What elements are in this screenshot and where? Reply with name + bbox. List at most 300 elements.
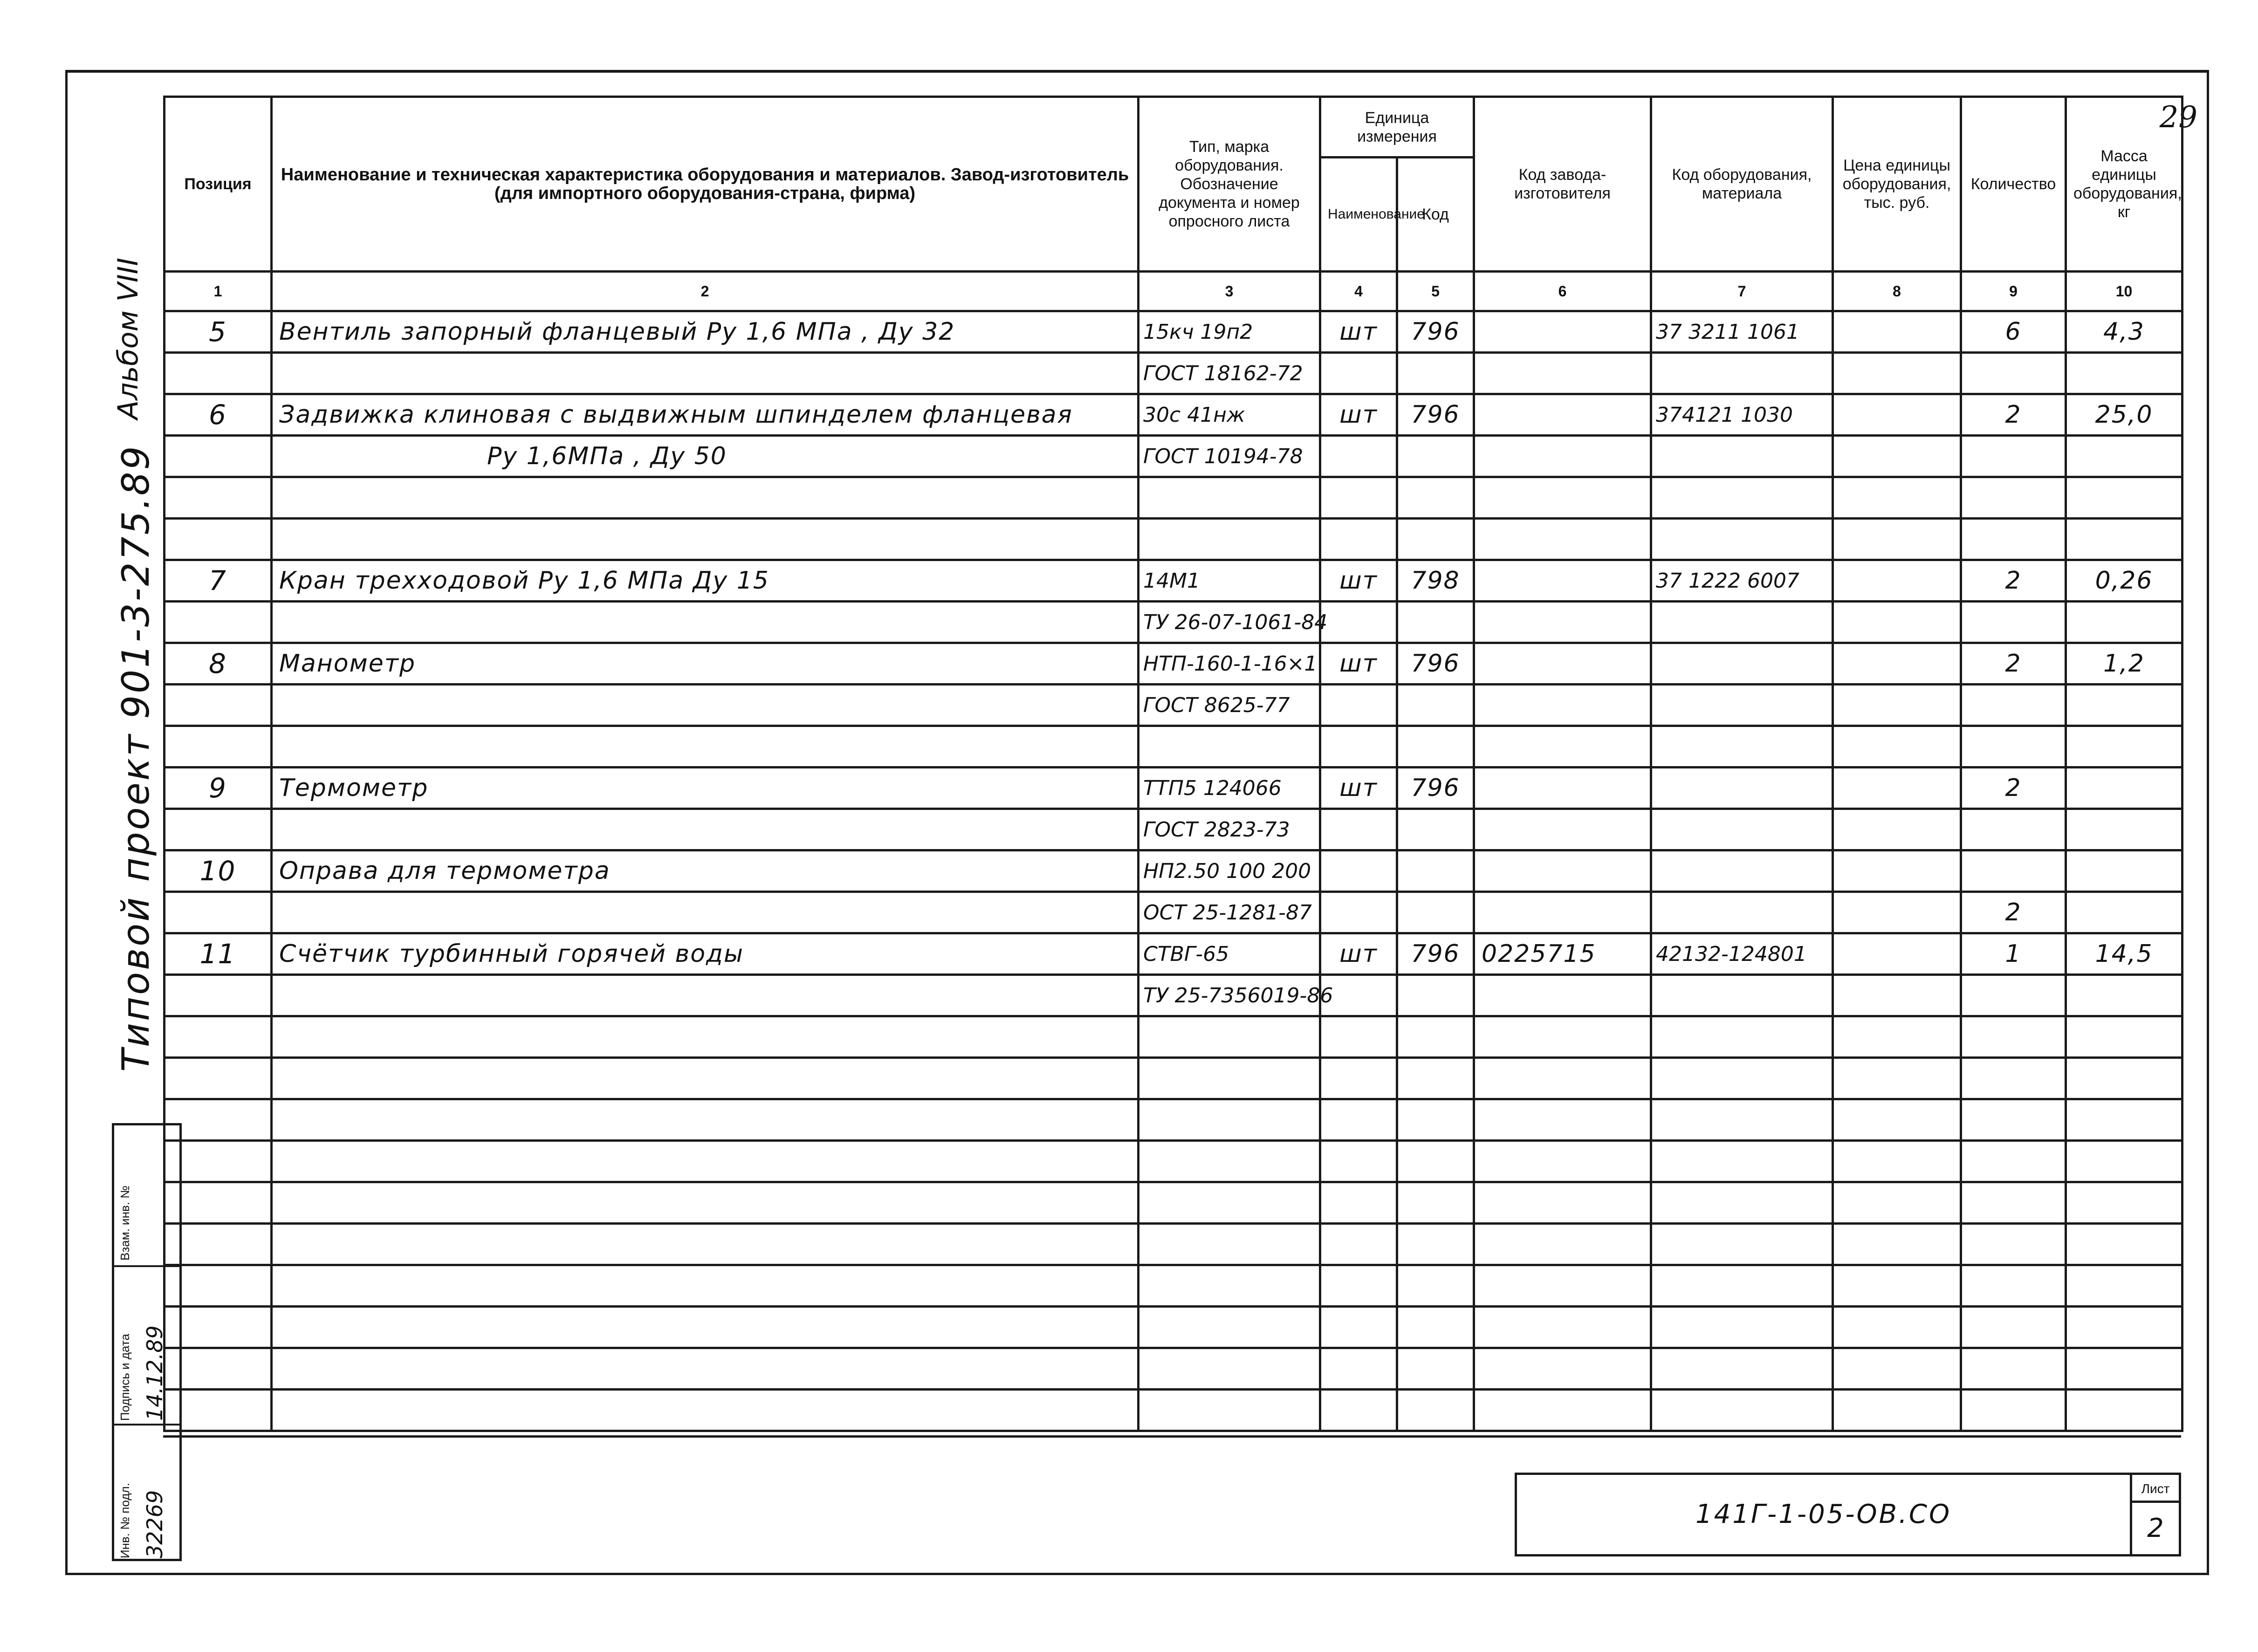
cell-unit: шт — [1320, 643, 1397, 685]
cell-type: НП2.50 100 200 — [1139, 850, 1320, 892]
cell-position: 8 — [165, 643, 272, 685]
cell-unit — [1320, 1099, 1397, 1141]
cell-maker-code — [1474, 602, 1651, 643]
header-unit-name: Наименование — [1320, 158, 1397, 272]
cell-quantity — [1961, 726, 2066, 768]
cell-quantity — [1961, 1307, 2066, 1348]
cell-equipment-code — [1651, 1016, 1833, 1058]
cell-quantity — [1961, 1265, 2066, 1307]
cell-unit-code — [1397, 519, 1474, 560]
cell-mass — [2066, 353, 2183, 394]
cell-type — [1139, 1307, 1320, 1348]
cell-unit-code — [1397, 602, 1474, 643]
table-row — [165, 1265, 2183, 1307]
cell-mass: 14,5 — [2066, 933, 2183, 975]
cell-quantity — [1961, 1182, 2066, 1224]
cell-unit-code — [1397, 1307, 1474, 1348]
cell-unit-code — [1397, 1016, 1474, 1058]
cell-type: ТУ 25-7356019-86 — [1139, 975, 1320, 1016]
table-row — [165, 726, 2183, 768]
cell-equipment-code — [1651, 1307, 1833, 1348]
cell-unit — [1320, 892, 1397, 933]
cell-name: Задвижка клиновая с выдвижным шпинделем фланцевая — [272, 394, 1139, 436]
table-row — [165, 975, 2183, 1016]
cell-type: 14М1 — [1139, 560, 1320, 602]
cell-quantity — [1961, 353, 2066, 394]
cell-equipment-code — [1651, 1265, 1833, 1307]
cell-position — [165, 726, 272, 768]
cell-mass — [2066, 477, 2183, 519]
cell-unit-code: 796 — [1397, 311, 1474, 353]
cell-name: Ру 1,6МПа , Ду 50 — [272, 436, 1139, 477]
cell-equipment-code — [1651, 643, 1833, 685]
cell-type — [1139, 477, 1320, 519]
table-row — [165, 602, 2183, 643]
cell-equipment-code — [1651, 685, 1833, 726]
cell-price — [1833, 519, 1961, 560]
cell-unit-code — [1397, 685, 1474, 726]
cell-name — [272, 1141, 1139, 1182]
cell-equipment-code: 37 3211 1061 — [1651, 311, 1833, 353]
table-row — [165, 1224, 2183, 1265]
table-row — [165, 1058, 2183, 1099]
cell-maker-code — [1474, 975, 1651, 1016]
column-number: 5 — [1397, 272, 1474, 311]
stamp-replace-label: Взам. инв. № — [118, 1185, 132, 1261]
cell-mass — [2066, 892, 2183, 933]
table-row — [165, 809, 2183, 850]
table-row — [165, 685, 2183, 726]
cell-name — [272, 519, 1139, 560]
cell-equipment-code — [1651, 726, 1833, 768]
cell-position — [165, 436, 272, 477]
cell-position — [165, 809, 272, 850]
cell-type: 30с 41нж — [1139, 394, 1320, 436]
cell-name: Оправа для термометра — [272, 850, 1139, 892]
cell-price — [1833, 1016, 1961, 1058]
cell-unit-code: 796 — [1397, 643, 1474, 685]
cell-quantity: 2 — [1961, 643, 2066, 685]
cell-unit — [1320, 353, 1397, 394]
cell-equipment-code — [1651, 519, 1833, 560]
cell-quantity — [1961, 1058, 2066, 1099]
cell-name: Кран трехходовой Ру 1,6 МПа Ду 15 — [272, 560, 1139, 602]
stamp-replace-cell — [114, 1125, 179, 1265]
cell-quantity: 2 — [1961, 560, 2066, 602]
cell-name — [272, 1390, 1139, 1431]
stamp-inv-value: 32269 — [142, 1490, 167, 1558]
cell-unit: шт — [1320, 560, 1397, 602]
cell-type — [1139, 1390, 1320, 1431]
cell-quantity: 2 — [1961, 394, 2066, 436]
cell-price — [1833, 1099, 1961, 1141]
cell-maker-code — [1474, 1348, 1651, 1390]
cell-equipment-code: 374121 1030 — [1651, 394, 1833, 436]
cell-type: ГОСТ 2823-73 — [1139, 809, 1320, 850]
cell-unit — [1320, 477, 1397, 519]
cell-type: ГОСТ 10194-78 — [1139, 436, 1320, 477]
column-number: 7 — [1651, 272, 1833, 311]
cell-equipment-code — [1651, 436, 1833, 477]
cell-mass — [2066, 1224, 2183, 1265]
cell-price — [1833, 1307, 1961, 1348]
cell-mass — [2066, 436, 2183, 477]
cell-unit-code: 796 — [1397, 768, 1474, 809]
cell-unit-code: 798 — [1397, 560, 1474, 602]
cell-price — [1833, 477, 1961, 519]
cell-maker-code — [1474, 394, 1651, 436]
cell-unit-code — [1397, 1141, 1474, 1182]
table-row — [165, 519, 2183, 560]
cell-mass — [2066, 1390, 2183, 1431]
cell-price — [1833, 768, 1961, 809]
cell-type — [1139, 1348, 1320, 1390]
cell-equipment-code — [1651, 1390, 1833, 1431]
cell-position — [165, 1058, 272, 1099]
cell-price — [1833, 1141, 1961, 1182]
cell-equipment-code: 42132-124801 — [1651, 933, 1833, 975]
stamp-sign-label: Подпись и дата — [118, 1333, 132, 1421]
table-row — [165, 353, 2183, 394]
table-row — [165, 892, 2183, 933]
cell-name: Счётчик турбинный горячей воды — [272, 933, 1139, 975]
cell-mass — [2066, 685, 2183, 726]
cell-quantity: 6 — [1961, 311, 2066, 353]
cell-type: ТУ 26-07-1061-84 — [1139, 602, 1320, 643]
cell-unit-code — [1397, 726, 1474, 768]
cell-price — [1833, 436, 1961, 477]
cell-price — [1833, 311, 1961, 353]
cell-equipment-code — [1651, 602, 1833, 643]
cell-unit-code — [1397, 1058, 1474, 1099]
cell-equipment-code — [1651, 1182, 1833, 1224]
cell-quantity — [1961, 975, 2066, 1016]
cell-name — [272, 975, 1139, 1016]
table-row — [165, 1016, 2183, 1058]
cell-mass — [2066, 809, 2183, 850]
cell-name — [272, 353, 1139, 394]
specification-table — [163, 96, 2183, 1432]
cell-name — [272, 685, 1139, 726]
cell-name — [272, 1099, 1139, 1141]
cell-quantity — [1961, 1016, 2066, 1058]
table-row — [165, 1390, 2183, 1431]
cell-position — [165, 975, 272, 1016]
cell-mass: 25,0 — [2066, 394, 2183, 436]
frame-bottom-line — [163, 1435, 2181, 1438]
cell-position — [165, 685, 272, 726]
cell-maker-code — [1474, 436, 1651, 477]
column-number: 4 — [1320, 272, 1397, 311]
cell-maker-code — [1474, 560, 1651, 602]
header-quantity: Количество — [1961, 97, 2066, 272]
cell-unit: шт — [1320, 311, 1397, 353]
cell-unit — [1320, 685, 1397, 726]
project-label: Типовой проект 901-3-275.89 — [114, 444, 158, 1072]
cell-position — [165, 353, 272, 394]
cell-unit-code — [1397, 436, 1474, 477]
cell-unit — [1320, 1141, 1397, 1182]
cell-position — [165, 519, 272, 560]
cell-type: 15кч 19п2 — [1139, 311, 1320, 353]
table-row — [165, 560, 2183, 602]
cell-quantity: 1 — [1961, 933, 2066, 975]
table-row — [165, 1307, 2183, 1348]
cell-mass — [2066, 768, 2183, 809]
cell-unit-code — [1397, 975, 1474, 1016]
cell-price — [1833, 933, 1961, 975]
cell-unit — [1320, 1058, 1397, 1099]
cell-unit — [1320, 726, 1397, 768]
cell-maker-code — [1474, 1265, 1651, 1307]
header-mass: Масса единицы оборудования, кг — [2066, 97, 2183, 272]
cell-position: 10 — [165, 850, 272, 892]
cell-unit-code — [1397, 1099, 1474, 1141]
cell-unit — [1320, 1224, 1397, 1265]
stamp-sign-cell — [114, 1265, 179, 1424]
approval-stamp — [112, 1123, 182, 1561]
cell-mass: 1,2 — [2066, 643, 2183, 685]
cell-quantity — [1961, 602, 2066, 643]
cell-price — [1833, 643, 1961, 685]
cell-unit — [1320, 1348, 1397, 1390]
stamp-inv-label: Инв. № подл. — [118, 1483, 132, 1558]
cell-price — [1833, 394, 1961, 436]
cell-mass — [2066, 1348, 2183, 1390]
cell-unit-code — [1397, 809, 1474, 850]
cell-unit-code — [1397, 1348, 1474, 1390]
cell-type: ТТП5 124066 — [1139, 768, 1320, 809]
stamp-sign-value: 14.12.89 — [142, 1325, 167, 1421]
table-row — [165, 1348, 2183, 1390]
cell-quantity — [1961, 519, 2066, 560]
document-code: 141Г-1-05-ОВ.СО — [1517, 1475, 2132, 1554]
cell-type — [1139, 1141, 1320, 1182]
cell-mass — [2066, 1058, 2183, 1099]
table-row — [165, 1141, 2183, 1182]
cell-unit-code — [1397, 850, 1474, 892]
cell-name — [272, 1307, 1139, 1348]
cell-type — [1139, 726, 1320, 768]
cell-unit-code — [1397, 892, 1474, 933]
table-row — [165, 436, 2183, 477]
cell-name — [272, 1016, 1139, 1058]
cell-name — [272, 892, 1139, 933]
table-row — [165, 1182, 2183, 1224]
cell-unit — [1320, 1390, 1397, 1431]
table-row — [165, 394, 2183, 436]
cell-name: Манометр — [272, 643, 1139, 685]
cell-position: 11 — [165, 933, 272, 975]
cell-price — [1833, 975, 1961, 1016]
cell-name — [272, 809, 1139, 850]
cell-position — [165, 602, 272, 643]
cell-equipment-code — [1651, 850, 1833, 892]
cell-equipment-code — [1651, 477, 1833, 519]
album-label: Альбом VIII — [112, 258, 144, 419]
specification-body — [165, 311, 2183, 1431]
title-block — [1515, 1473, 2181, 1556]
cell-equipment-code — [1651, 1141, 1833, 1182]
cell-price — [1833, 892, 1961, 933]
cell-unit: шт — [1320, 768, 1397, 809]
cell-unit-code — [1397, 353, 1474, 394]
cell-maker-code — [1474, 1224, 1651, 1265]
cell-price — [1833, 560, 1961, 602]
cell-equipment-code — [1651, 1099, 1833, 1141]
cell-position: 5 — [165, 311, 272, 353]
cell-price — [1833, 850, 1961, 892]
cell-type: ГОСТ 8625-77 — [1139, 685, 1320, 726]
cell-unit-code — [1397, 1182, 1474, 1224]
table-row — [165, 1099, 2183, 1141]
cell-mass — [2066, 602, 2183, 643]
cell-unit — [1320, 1182, 1397, 1224]
cell-maker-code — [1474, 768, 1651, 809]
header-unit-code: Код — [1397, 158, 1474, 272]
cell-unit-code — [1397, 477, 1474, 519]
page-number: 29 — [2159, 100, 2197, 135]
cell-price — [1833, 1058, 1961, 1099]
cell-unit-code — [1397, 1390, 1474, 1431]
cell-position — [165, 1016, 272, 1058]
cell-position: 6 — [165, 394, 272, 436]
cell-type: ОСТ 25-1281-87 — [1139, 892, 1320, 933]
cell-maker-code — [1474, 726, 1651, 768]
cell-equipment-code — [1651, 892, 1833, 933]
cell-mass — [2066, 519, 2183, 560]
cell-unit-code: 796 — [1397, 933, 1474, 975]
cell-name: Вентиль запорный фланцевый Ру 1,6 МПа , Ду 32 — [272, 311, 1139, 353]
cell-maker-code — [1474, 685, 1651, 726]
cell-maker-code — [1474, 850, 1651, 892]
cell-name: Термометр — [272, 768, 1139, 809]
cell-unit — [1320, 1307, 1397, 1348]
column-number: 8 — [1833, 272, 1961, 311]
cell-price — [1833, 726, 1961, 768]
cell-equipment-code — [1651, 768, 1833, 809]
cell-maker-code — [1474, 519, 1651, 560]
header-maker-code: Код завода-изготовителя — [1474, 97, 1651, 272]
cell-quantity — [1961, 1224, 2066, 1265]
cell-type — [1139, 519, 1320, 560]
column-number: 9 — [1961, 272, 2066, 311]
cell-name — [272, 477, 1139, 519]
table-row — [165, 933, 2183, 975]
cell-mass: 4,3 — [2066, 311, 2183, 353]
cell-type — [1139, 1099, 1320, 1141]
cell-price — [1833, 1182, 1961, 1224]
cell-unit — [1320, 436, 1397, 477]
cell-unit — [1320, 602, 1397, 643]
cell-maker-code — [1474, 1016, 1651, 1058]
sheet-number: 2 — [2147, 1513, 2164, 1543]
stamp-inv-cell — [114, 1424, 179, 1561]
column-number: 2 — [272, 272, 1139, 311]
cell-maker-code — [1474, 892, 1651, 933]
cell-price — [1833, 685, 1961, 726]
cell-type: СТВГ-65 — [1139, 933, 1320, 975]
cell-mass — [2066, 1141, 2183, 1182]
cell-type — [1139, 1182, 1320, 1224]
table-row — [165, 768, 2183, 809]
cell-unit — [1320, 1016, 1397, 1058]
header-name: Наименование и техническая характеристика оборудования и материалов. Завод-изготовитель (для импортного оборудования-страна, фирма) — [272, 97, 1139, 272]
cell-maker-code — [1474, 809, 1651, 850]
cell-mass: 0,26 — [2066, 560, 2183, 602]
cell-unit-code — [1397, 1265, 1474, 1307]
header-unit-group: Единица измерения — [1320, 97, 1474, 158]
cell-mass — [2066, 850, 2183, 892]
cell-quantity — [1961, 1141, 2066, 1182]
cell-maker-code — [1474, 353, 1651, 394]
cell-name — [272, 1058, 1139, 1099]
cell-quantity — [1961, 685, 2066, 726]
column-number: 6 — [1474, 272, 1651, 311]
cell-maker-code — [1474, 1141, 1651, 1182]
cell-mass — [2066, 1265, 2183, 1307]
cell-maker-code — [1474, 643, 1651, 685]
cell-type — [1139, 1224, 1320, 1265]
cell-maker-code — [1474, 1182, 1651, 1224]
cell-price — [1833, 1348, 1961, 1390]
cell-maker-code — [1474, 311, 1651, 353]
cell-maker-code — [1474, 1099, 1651, 1141]
cell-name — [272, 1224, 1139, 1265]
cell-unit — [1320, 850, 1397, 892]
specification-frame — [163, 96, 2181, 1433]
cell-equipment-code — [1651, 353, 1833, 394]
cell-name — [272, 1265, 1139, 1307]
cell-price — [1833, 1390, 1961, 1431]
cell-maker-code — [1474, 1390, 1651, 1431]
cell-maker-code: 0225715 — [1474, 933, 1651, 975]
cell-quantity — [1961, 1099, 2066, 1141]
table-row — [165, 643, 2183, 685]
cell-type — [1139, 1058, 1320, 1099]
cell-unit — [1320, 809, 1397, 850]
table-row — [165, 477, 2183, 519]
cell-quantity: 2 — [1961, 768, 2066, 809]
cell-mass — [2066, 1182, 2183, 1224]
cell-quantity — [1961, 1390, 2066, 1431]
cell-mass — [2066, 975, 2183, 1016]
cell-equipment-code — [1651, 809, 1833, 850]
cell-unit: шт — [1320, 933, 1397, 975]
cell-unit — [1320, 1265, 1397, 1307]
cell-name — [272, 1348, 1139, 1390]
cell-mass — [2066, 1099, 2183, 1141]
header-position: Позиция — [165, 97, 272, 272]
cell-equipment-code — [1651, 975, 1833, 1016]
cell-equipment-code: 37 1222 6007 — [1651, 560, 1833, 602]
table-row — [165, 850, 2183, 892]
cell-position — [165, 892, 272, 933]
cell-price — [1833, 809, 1961, 850]
sheet-label: Лист — [2132, 1475, 2179, 1503]
cell-quantity — [1961, 477, 2066, 519]
column-number-row — [165, 272, 2183, 311]
cell-name — [272, 726, 1139, 768]
cell-type — [1139, 1016, 1320, 1058]
cell-equipment-code — [1651, 1058, 1833, 1099]
cell-equipment-code — [1651, 1348, 1833, 1390]
cell-mass — [2066, 1016, 2183, 1058]
cell-quantity — [1961, 1348, 2066, 1390]
cell-unit: шт — [1320, 394, 1397, 436]
cell-price — [1833, 602, 1961, 643]
cell-name — [272, 1182, 1139, 1224]
